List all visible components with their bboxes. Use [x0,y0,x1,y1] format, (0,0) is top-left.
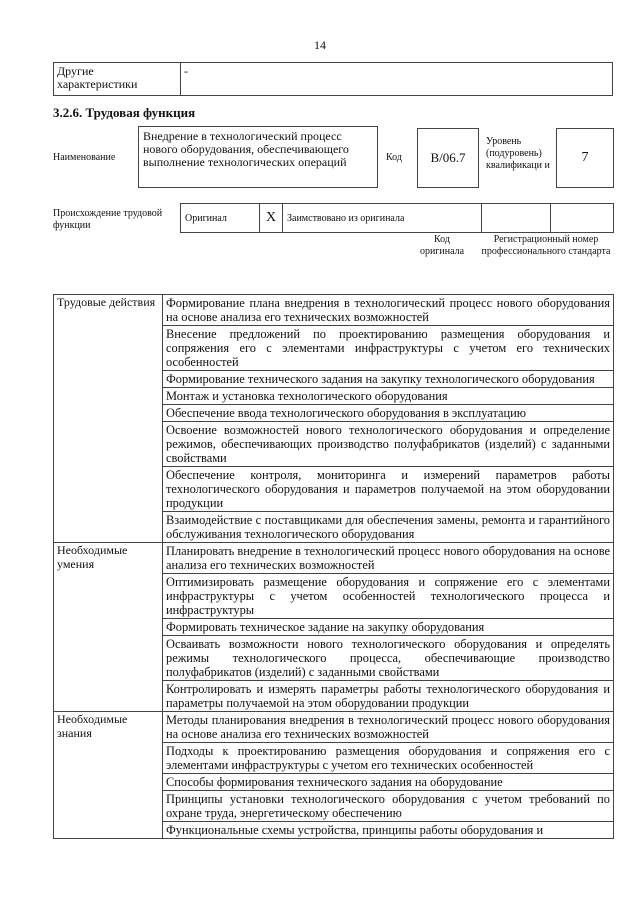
requirement-item: Внесение предложений по проектированию размещения оборудования и сопряжения его с элементами инфраструктуры с учетом его технических особенностей [163,326,614,371]
table-row [54,712,614,743]
requirement-item: Оптимизировать размещение оборудования и сопряжение его с элементами инфраструктуры с учетом особенностей технологического процесса и инфраструктуры [163,574,614,619]
original-code-label: Код оригинала [419,234,465,257]
requirements-table [53,294,614,839]
requirement-item: Формирование технического задания на закупку технологического оборудования [163,371,614,388]
requirement-item: Монтаж и установка технологического оборудования [163,388,614,405]
function-name: Внедрение в технологический процесс нового оборудования, обеспечивающего выполнение технологических операций [138,126,378,188]
origin-mark: X [260,204,283,233]
code-label: Код [386,152,402,163]
section-category: Необходимые умения [54,543,163,712]
origin-table [180,203,614,233]
level-label: Уровень (подуровень) квалификаци и [486,136,550,171]
name-label: Наименование [53,152,116,163]
requirement-item: Обеспечение ввода технологического оборудования в эксплуатацию [163,405,614,422]
page-number: 14 [314,38,326,52]
requirement-item: Функциональные схемы устройства, принципы работы оборудования и [163,822,614,839]
origin-borrowed: Заимствовано из оригинала [283,204,482,233]
other-characteristics-label: Другие характеристики [54,63,181,96]
section-category: Необходимые знания [54,712,163,839]
level-value: 7 [556,128,614,188]
origin-original: Оригинал [181,204,260,233]
requirement-item: Принципы установки технологического оборудования с учетом требований по охране труда, энергетическому обеспечению [163,791,614,822]
requirement-item: Обеспечение контроля, мониторинга и измерений параметров работы технологического оборудования и параметров получаемой на этом оборудовании продукции [163,467,614,512]
requirement-item: Контролировать и измерять параметры работы технологического оборудования и параметры получаемой на этом оборудовании продукции [163,681,614,712]
other-characteristics-value: - [181,63,613,96]
reg-number-label: Регистрационный номер профессионального стандарта [481,234,611,257]
requirement-item: Осваивать возможности нового технологического оборудования и определять режимы технологического процесса, обеспечивающие производство полуфабрикатов (изделий) с заданными свойствами [163,636,614,681]
requirement-item: Взаимодействие с поставщиками для обеспечения замены, ремонта и гарантийного обслуживания технологического оборудования [163,512,614,543]
origin-label: Происхождение трудовой функции [53,208,163,231]
requirement-item: Формирование плана внедрения в технологический процесс нового оборудования на основе анализа его технических возможностей [163,295,614,326]
function-code: B/06.7 [417,128,479,188]
origin-code-cell [482,204,551,233]
requirement-item: Планировать внедрение в технологический процесс нового оборудования на основе анализа его технических возможностей [163,543,614,574]
table-row [54,543,614,574]
requirement-item: Способы формирования технического задания на оборудование [163,774,614,791]
requirement-item: Освоение возможностей нового технологического оборудования и определение режимов, обеспечивающих производство полуфабрикатов (изделий) с заданными свойствами [163,422,614,467]
requirement-item: Методы планирования внедрения в технологический процесс нового оборудования на основе анализа его технических возможностей [163,712,614,743]
origin-reg-cell [551,204,614,233]
section-category: Трудовые действия [54,295,163,543]
other-characteristics-table [53,62,613,96]
requirement-item: Подходы к проектированию размещения оборудования и сопряжения его с элементами инфраструктуры с учетом его технических особенностей [163,743,614,774]
section-title: 3.2.6. Трудовая функция [53,105,196,120]
table-row [54,295,614,326]
requirement-item: Формировать техническое задание на закупку оборудования [163,619,614,636]
